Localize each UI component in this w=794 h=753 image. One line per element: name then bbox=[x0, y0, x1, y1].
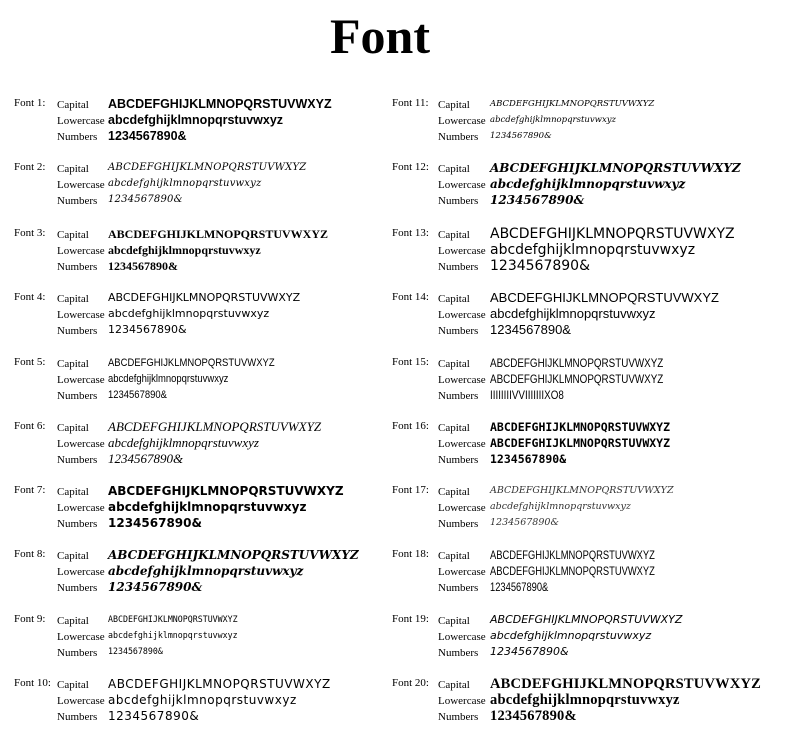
lowercase-row-label: Lowercase bbox=[438, 695, 486, 707]
capital-sample: ABCDEFGHIJKLMNOPQRSTUVWXYZ bbox=[490, 420, 671, 434]
capital-sample: ABCDEFGHIJKLMNOPQRSTUVWXYZ bbox=[108, 291, 301, 304]
numbers-row-label: Numbers bbox=[438, 195, 479, 207]
lowercase-row-label: Lowercase bbox=[57, 245, 105, 257]
capital-sample: ABCDEFGHIJKLMNOPQRSTUVWXYZ bbox=[108, 419, 322, 434]
capital-sample: ABCDEFGHIJKLMNOPQRSTUVWXYZ bbox=[490, 613, 683, 626]
capital-row-label: Capital bbox=[438, 615, 470, 627]
font-label: Font 16: bbox=[392, 420, 429, 432]
capital-sample: ABCDEFGHIJKLMNOPQRSTUVWXYZ bbox=[490, 548, 655, 562]
font-label: Font 12: bbox=[392, 161, 429, 173]
lowercase-sample: abcdefghijklmnopqrstuvwxyz bbox=[108, 500, 307, 514]
numbers-row-label: Numbers bbox=[438, 390, 479, 402]
font-label: Font 13: bbox=[392, 227, 429, 239]
font-sample-18 bbox=[392, 547, 772, 599]
numbers-sample: 1234567890& bbox=[108, 709, 200, 723]
capital-row-label: Capital bbox=[57, 229, 89, 241]
font-sample-4 bbox=[14, 290, 394, 342]
numbers-sample: 1234567890& bbox=[490, 452, 567, 466]
font-label: Font 6: bbox=[14, 420, 46, 432]
capital-row-label: Capital bbox=[57, 163, 89, 175]
capital-sample: ABCDEFGHIJKLMNOPQRSTUVWXYZ bbox=[108, 357, 275, 369]
font-label: Font 20: bbox=[392, 677, 429, 689]
capital-sample: ABCDEFGHIJKLMNOPQRSTUVWXYZ bbox=[490, 99, 655, 109]
lowercase-sample: abcdefghijklmnopqrstuvwxyz bbox=[490, 692, 680, 708]
font-label: Font 1: bbox=[14, 97, 46, 109]
lowercase-row-label: Lowercase bbox=[57, 179, 105, 191]
numbers-row-label: Numbers bbox=[438, 454, 479, 466]
lowercase-sample: abcdefghijklmnopqrstuvwxyz bbox=[490, 115, 617, 125]
font-sample-1 bbox=[14, 96, 394, 148]
numbers-row-label: Numbers bbox=[57, 711, 98, 723]
font-label: Font 11: bbox=[392, 97, 429, 109]
capital-row-label: Capital bbox=[57, 486, 89, 498]
numbers-row-label: Numbers bbox=[57, 518, 98, 530]
font-label: Font 9: bbox=[14, 613, 46, 625]
capital-row-label: Capital bbox=[57, 358, 89, 370]
lowercase-row-label: Lowercase bbox=[57, 309, 105, 321]
font-label: Font 3: bbox=[14, 227, 46, 239]
lowercase-row-label: Lowercase bbox=[438, 438, 486, 450]
capital-sample: ABCDEFGHIJKLMNOPQRSTUVWXYZ bbox=[490, 161, 741, 175]
numbers-sample: 1234567890& bbox=[108, 129, 187, 143]
capital-row-label: Capital bbox=[438, 358, 470, 370]
numbers-sample: 1234567890& bbox=[108, 516, 202, 530]
numbers-sample: 1234567890& bbox=[490, 708, 577, 724]
lowercase-row-label: Lowercase bbox=[57, 695, 105, 707]
numbers-row-label: Numbers bbox=[57, 131, 98, 143]
numbers-row-label: Numbers bbox=[438, 582, 479, 594]
numbers-sample: 1234567890& bbox=[108, 647, 163, 657]
numbers-sample: 1234567890& bbox=[490, 580, 549, 594]
capital-row-label: Capital bbox=[438, 486, 470, 498]
numbers-row-label: Numbers bbox=[438, 261, 479, 273]
lowercase-sample: abcdefghijklmnopqrstuvwxyz bbox=[490, 629, 652, 642]
lowercase-row-label: Lowercase bbox=[438, 245, 486, 257]
numbers-row-label: Numbers bbox=[57, 390, 98, 402]
lowercase-sample: abcdefghijklmnopqrstuvwxyz bbox=[108, 243, 261, 257]
numbers-sample: 1234567890& bbox=[108, 259, 178, 273]
numbers-sample: 1234567890& bbox=[490, 258, 590, 274]
font-label: Font 5: bbox=[14, 356, 46, 368]
font-label: Font 8: bbox=[14, 548, 46, 560]
lowercase-row-label: Lowercase bbox=[57, 502, 105, 514]
font-sample-11 bbox=[392, 96, 772, 148]
font-label: Font 19: bbox=[392, 613, 429, 625]
numbers-row-label: Numbers bbox=[438, 518, 479, 530]
numbers-sample: 1234567890& bbox=[490, 322, 571, 337]
font-label: Font 18: bbox=[392, 548, 429, 560]
capital-row-label: Capital bbox=[57, 422, 89, 434]
font-sample-17 bbox=[392, 483, 772, 535]
capital-sample: ABCDEFGHIJKLMNOPQRSTUVWXYZ bbox=[108, 227, 329, 241]
numbers-row-label: Numbers bbox=[57, 647, 98, 659]
lowercase-sample: abcdefghijklmnopqrstuvwxyz bbox=[490, 177, 686, 191]
lowercase-row-label: Lowercase bbox=[438, 309, 486, 321]
capital-sample: ABCDEFGHIJKLMNOPQRSTUVWXYZ bbox=[490, 485, 674, 496]
lowercase-sample: abcdefghijklmnopqrstuvwxyz bbox=[108, 564, 304, 578]
capital-row-label: Capital bbox=[438, 229, 470, 241]
capital-sample: ABCDEFGHIJKLMNOPQRSTUVWXYZ bbox=[490, 226, 735, 242]
lowercase-row-label: Lowercase bbox=[438, 115, 486, 127]
page-title: Font bbox=[330, 8, 430, 64]
lowercase-sample: abcdefghijklmnopqrstuvwxyz bbox=[108, 373, 229, 385]
capital-row-label: Capital bbox=[438, 99, 470, 111]
lowercase-row-label: Lowercase bbox=[438, 374, 486, 386]
capital-row-label: Capital bbox=[438, 550, 470, 562]
lowercase-sample: abcdefghijklmnopqrstuvwxyz bbox=[108, 307, 270, 320]
font-label: Font 17: bbox=[392, 484, 429, 496]
numbers-row-label: Numbers bbox=[438, 131, 479, 143]
lowercase-row-label: Lowercase bbox=[57, 374, 105, 386]
numbers-sample: 1234567890& bbox=[108, 580, 203, 594]
font-label: Font 4: bbox=[14, 291, 46, 303]
capital-sample: ABCDEFGHIJKLMNOPQRSTUVWXYZ bbox=[108, 548, 359, 562]
capital-sample: ABCDEFGHIJKLMNOPQRSTUVWXYZ bbox=[108, 97, 332, 111]
numbers-sample: 1234567890& bbox=[108, 194, 183, 205]
capital-sample: ABCDEFGHIJKLMNOPQRSTUVWXYZ bbox=[108, 162, 307, 173]
capital-sample: ABCDEFGHIJKLMNOPQRSTUVWXYZ bbox=[108, 484, 344, 498]
numbers-sample: 1234567890& bbox=[490, 517, 559, 528]
numbers-sample: 1234567890& bbox=[108, 389, 167, 401]
capital-row-label: Capital bbox=[438, 422, 470, 434]
font-sample-5 bbox=[14, 355, 394, 407]
font-sample-2 bbox=[14, 160, 394, 212]
lowercase-row-label: Lowercase bbox=[57, 566, 105, 578]
font-sample-20 bbox=[392, 676, 772, 728]
lowercase-sample: abcdefghijklmnopqrstuvwxyz bbox=[108, 631, 238, 641]
lowercase-row-label: Lowercase bbox=[438, 502, 486, 514]
font-sample-16 bbox=[392, 419, 772, 471]
lowercase-sample: ABCDEFGHIJKLMNOPQRSTUVWXYZ bbox=[490, 564, 655, 578]
capital-row-label: Capital bbox=[57, 293, 89, 305]
font-sample-8 bbox=[14, 547, 394, 599]
numbers-sample: 1234567890& bbox=[490, 645, 569, 658]
capital-sample: ABCDEFGHIJKLMNOPQRSTUVWXYZ bbox=[490, 676, 762, 692]
lowercase-sample: abcdefghijklmnopqrstuvwxyz bbox=[108, 113, 284, 127]
capital-row-label: Capital bbox=[438, 163, 470, 175]
numbers-sample: 1234567890& bbox=[490, 131, 552, 141]
capital-sample: ABCDEFGHIJKLMNOPQRSTUVWXYZ bbox=[490, 290, 719, 305]
capital-row-label: Capital bbox=[57, 550, 89, 562]
numbers-row-label: Numbers bbox=[57, 454, 98, 466]
numbers-row-label: Numbers bbox=[438, 711, 479, 723]
numbers-sample: 1234567890& bbox=[108, 451, 184, 466]
font-sample-19 bbox=[392, 612, 772, 664]
numbers-row-label: Numbers bbox=[438, 325, 479, 337]
numbers-row-label: Numbers bbox=[57, 582, 98, 594]
capital-row-label: Capital bbox=[438, 293, 470, 305]
capital-sample: ABCDEFGHIJKLMNOPQRSTUVWXYZ bbox=[108, 677, 331, 691]
capital-row-label: Capital bbox=[438, 679, 470, 691]
font-label: Font 7: bbox=[14, 484, 46, 496]
font-sample-12 bbox=[392, 160, 772, 212]
font-label: Font 15: bbox=[392, 356, 429, 368]
lowercase-row-label: Lowercase bbox=[57, 438, 105, 450]
lowercase-sample: abcdefghijklmnopqrstuvwxyz bbox=[490, 306, 656, 321]
font-label: Font 10: bbox=[14, 677, 51, 689]
lowercase-row-label: Lowercase bbox=[438, 631, 486, 643]
font-label: Font 2: bbox=[14, 161, 46, 173]
lowercase-sample: ABCDEFGHIJKLMNOPQRSTUVWXYZ bbox=[490, 436, 671, 450]
lowercase-sample: abcdefghijklmnopqrstuvwxyz bbox=[108, 178, 262, 189]
font-sample-13 bbox=[392, 226, 772, 278]
lowercase-row-label: Lowercase bbox=[438, 179, 486, 191]
capital-row-label: Capital bbox=[57, 99, 89, 111]
capital-row-label: Capital bbox=[57, 615, 89, 627]
font-sample-10 bbox=[14, 676, 394, 728]
numbers-sample: IIIIIIIIVVIIIIIIIXO8 bbox=[490, 388, 564, 402]
font-sample-6 bbox=[14, 419, 394, 471]
lowercase-sample: abcdefghijklmnopqrstuvwxyz bbox=[490, 501, 631, 512]
font-sample-3 bbox=[14, 226, 394, 278]
numbers-row-label: Numbers bbox=[57, 195, 98, 207]
font-sample-14 bbox=[392, 290, 772, 342]
capital-row-label: Capital bbox=[57, 679, 89, 691]
numbers-sample: 1234567890& bbox=[490, 193, 585, 207]
lowercase-sample: ABCDEFGHIJKLMNOPQRSTUVWXYZ bbox=[490, 372, 664, 386]
font-label: Font 14: bbox=[392, 291, 429, 303]
font-sample-7 bbox=[14, 483, 394, 535]
lowercase-sample: abcdefghijklmnopqrstuvwxyz bbox=[108, 435, 259, 450]
font-sample-9 bbox=[14, 612, 394, 664]
lowercase-row-label: Lowercase bbox=[438, 566, 486, 578]
capital-sample: ABCDEFGHIJKLMNOPQRSTUVWXYZ bbox=[490, 356, 664, 370]
numbers-row-label: Numbers bbox=[438, 647, 479, 659]
numbers-row-label: Numbers bbox=[57, 325, 98, 337]
lowercase-sample: abcdefghijklmnopqrstuvwxyz bbox=[490, 242, 696, 258]
numbers-row-label: Numbers bbox=[57, 261, 98, 273]
capital-sample: ABCDEFGHIJKLMNOPQRSTUVWXYZ bbox=[108, 615, 238, 625]
font-sample-15 bbox=[392, 355, 772, 407]
lowercase-row-label: Lowercase bbox=[57, 115, 105, 127]
numbers-sample: 1234567890& bbox=[108, 323, 187, 336]
lowercase-row-label: Lowercase bbox=[57, 631, 105, 643]
lowercase-sample: abcdefghijklmnopqrstuvwxyz bbox=[108, 693, 297, 707]
